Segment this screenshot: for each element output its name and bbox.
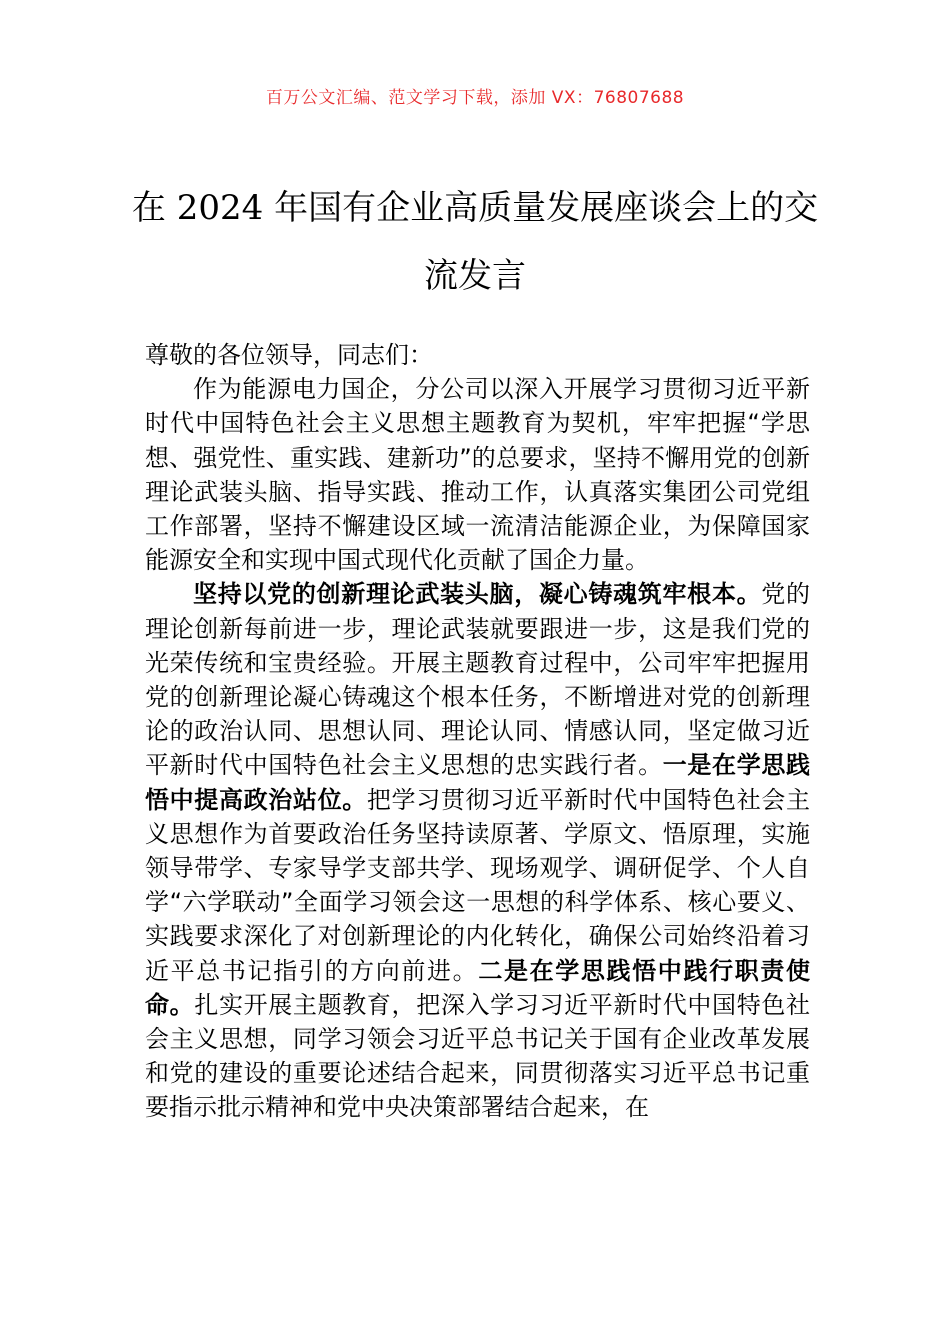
section-heading: 坚持以党的创新理论武装头脑，凝心铸魂筑牢根本。 — [193, 580, 762, 609]
point-one-heading: 一是在学思践悟中提高政治站位。 — [145, 751, 811, 814]
point-one-text: 把学习贯彻习近平新时代中国特色社会主义思想作为首要政治任务坚持读原著、学原文、悟原理，实施领导带学、专家导学支部共学、现场观学、调研促学、个人自学“六学联动”全面学习领会这一思想的科学体系、核心要义、实践要求深化了对创新理论的内化转化，确保公司始终沿着习近平总书记指引的方向前进。 — [145, 785, 811, 985]
document-body — [145, 338, 810, 1125]
document-title: 在 2024 年国有企业高质量发展座谈会上的交流发言 — [131, 188, 819, 296]
watermark-text: 百万公文汇编、范文学习下载，添加 VX：76807688 — [265, 88, 685, 108]
salutation: 尊敬的各位领导，同志们： — [145, 341, 433, 369]
paragraph-section-one — [145, 577, 810, 1124]
point-two-text: 扎实开展主题教育，把深入学习习近平新时代中国特色社会主义思想，同学习领会习近平总书记关于国有企业改革发展和党的建设的重要论述结合起来，同贯彻落实习近平总书记重要指示批示精神和党中央决策部署结合起来，在 — [145, 990, 811, 1122]
paragraph-intro: 作为能源电力国企，分公司以深入开展学习贯彻习近平新时代中国特色社会主义思想主题教育为契机，牢牢把握“学思想、强党性、重实践、建新功”的总要求，坚持不懈用党的创新理论武装头脑、指导实践、推动工作，认真落实集团公司党组工作部署，坚持不懈建设区域一流清洁能源企业，为保障国家能源安全和实现中国式现代化贡献了国企力量。 — [145, 375, 810, 575]
point-two-heading: 二是在学思践悟中践行职责使命。 — [145, 956, 811, 1019]
section-text: 党的理论创新每前进一步，理论武装就要跟进一步，这是我们党的光荣传统和宝贵经验。开展主题教育过程中，公司牢牢把握用党的创新理论凝心铸魂这个根本任务，不断增进对党的创新理论的政治认同、思想认同、理论认同、情感认同，坚定做习近平新时代中国特色社会主义思想的忠实践行者。 — [145, 580, 811, 780]
